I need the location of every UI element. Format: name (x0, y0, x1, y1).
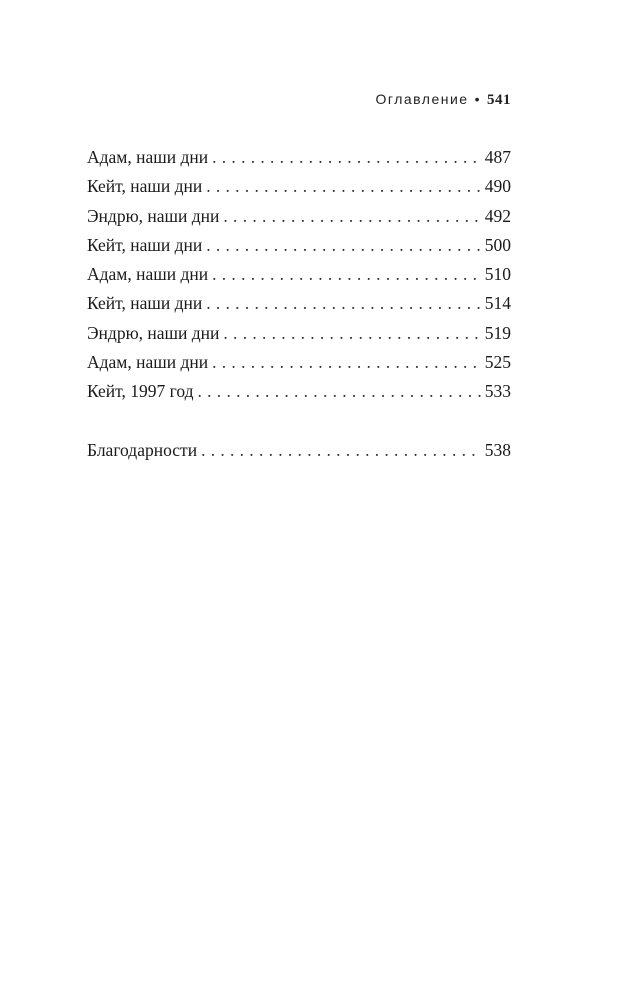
toc-entry (87, 143, 511, 172)
toc-entry (87, 202, 511, 231)
running-head-separator: • (474, 91, 481, 107)
toc-entry (87, 172, 511, 201)
toc-dot-leader (223, 319, 481, 348)
toc-entry-page: 533 (484, 381, 511, 402)
table-of-contents (87, 143, 511, 407)
toc-dot-leader (198, 377, 482, 406)
toc-entry-page: 487 (484, 147, 511, 167)
toc-entry-title: Кейт, наши дни (87, 293, 203, 314)
toc-entry-acknowledgements (87, 436, 511, 465)
toc-dot-leader (212, 348, 482, 377)
toc-entry-title: Адам, наши дни (87, 352, 209, 373)
toc-entry (87, 377, 511, 406)
toc-dot-leader (206, 289, 482, 318)
toc-entry (87, 289, 511, 318)
table-of-contents-back-matter (87, 436, 511, 465)
toc-entry-page: 510 (484, 264, 511, 285)
toc-dot-leader (212, 143, 482, 172)
toc-entry-title: Кейт, наши дни (87, 234, 203, 255)
toc-dot-leader (206, 231, 482, 260)
toc-dot-leader (201, 436, 482, 465)
toc-entry-title: Кейт, 1997 год (87, 381, 194, 402)
toc-entry-title: Эндрю, наши дни (87, 205, 220, 226)
toc-entry-title: Кейт, наши дни (87, 176, 203, 197)
toc-dot-leader (223, 202, 481, 231)
toc-dot-leader (206, 172, 482, 201)
toc-entry-page: 525 (484, 352, 511, 373)
toc-entry-title: Адам, наши дни (87, 264, 209, 285)
toc-entry-page: 519 (484, 322, 511, 343)
toc-entry-page: 490 (484, 176, 511, 197)
toc-entry-page: 500 (484, 234, 511, 255)
toc-entry (87, 231, 511, 260)
toc-entry-title: Эндрю, наши дни (87, 322, 220, 343)
page-number: 541 (487, 92, 511, 108)
toc-entry-page: 538 (484, 440, 511, 460)
toc-entry (87, 348, 511, 377)
toc-entry-title: Адам, наши дни (87, 147, 209, 167)
toc-entry-title: Благодарности (87, 440, 198, 460)
toc-entry-page: 514 (484, 293, 511, 314)
toc-dot-leader (212, 260, 482, 289)
toc-entry (87, 260, 511, 289)
running-head-section: Оглавление (375, 91, 469, 107)
toc-entry (87, 319, 511, 348)
toc-entry-page: 492 (484, 205, 511, 226)
running-head (376, 91, 511, 109)
